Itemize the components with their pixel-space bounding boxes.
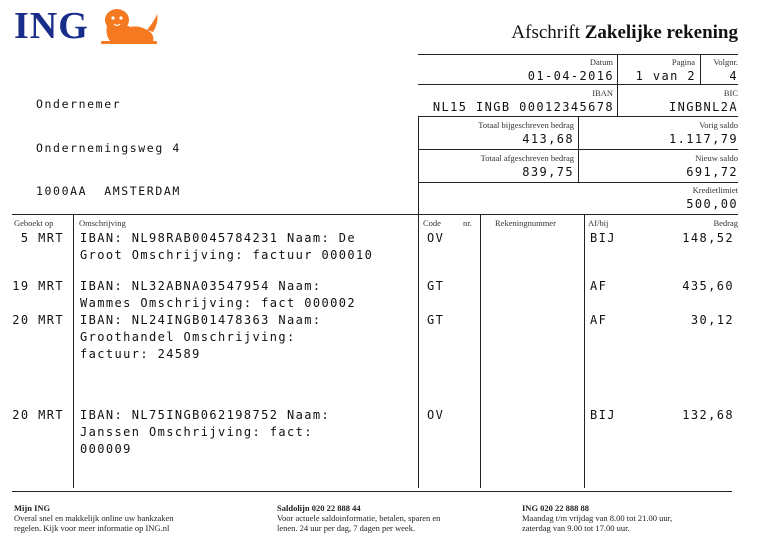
- row-description-line: IBAN: NL32ABNA03547954 Naam:: [80, 279, 322, 293]
- nieuw-saldo-label: Nieuw saldo: [695, 153, 738, 163]
- header-afbij: Af/bij: [588, 218, 609, 228]
- footer-mijn-ing: [14, 503, 174, 533]
- logo-text: ING: [14, 5, 89, 47]
- divider: [418, 54, 738, 55]
- bic-value: INGBNL2A: [669, 100, 738, 114]
- row-afbij: AF: [590, 279, 608, 293]
- row-code: GT: [427, 279, 445, 293]
- divider: [418, 182, 738, 183]
- vorig-saldo-value: 1.117,79: [669, 132, 738, 146]
- footer-title: Mijn ING: [14, 503, 51, 513]
- divider: [418, 116, 419, 214]
- row-description-line: Wammes Omschrijving: fact 000002: [80, 296, 356, 310]
- iban-value: NL15 INGB 00012345678: [432, 100, 614, 114]
- row-amount: 435,60: [682, 279, 734, 293]
- footer-title: ING 020 22 888 88: [522, 503, 590, 513]
- row-date: 19 MRT: [12, 279, 64, 293]
- afgeschreven-label: Totaal afgeschreven bedrag: [480, 153, 574, 163]
- column-divider: [418, 214, 419, 488]
- title-light: Afschrift: [511, 22, 580, 43]
- divider: [418, 149, 738, 150]
- footer-text: Maandag t/m vrijdag van 8.00 tot 21.00 uur,: [522, 513, 673, 523]
- address-block: [36, 68, 181, 213]
- footer-text: lenen. 24 uur per dag, 7 dagen per week.: [277, 523, 416, 533]
- row-description-line: Groot Omschrijving: factuur 000010: [80, 248, 374, 262]
- pagina-value: 1 van 2: [635, 69, 696, 83]
- header-bedrag: Bedrag: [713, 218, 738, 228]
- divider: [700, 54, 701, 84]
- kredietlimiet-label: Kredietlimiet: [692, 185, 738, 195]
- lion-icon: [97, 6, 159, 46]
- column-divider: [73, 214, 74, 488]
- footer-saldolijn: [277, 503, 440, 533]
- address-line: Ondernemingsweg 4: [36, 140, 181, 155]
- footer-text: regelen. Kijk voor meer informatie op ING.nl: [14, 523, 170, 533]
- row-code: OV: [427, 408, 445, 422]
- row-code: GT: [427, 313, 445, 327]
- row-code: OV: [427, 231, 445, 245]
- title-bold: Zakelijke rekening: [584, 22, 738, 43]
- header-geboekt: Geboekt op: [14, 218, 54, 228]
- row-date: 5 MRT: [20, 231, 64, 245]
- document-title: [511, 22, 738, 44]
- afgeschreven-value: 839,75: [522, 165, 574, 179]
- table-bottom-rule: [12, 491, 732, 492]
- footer-text: Overal snel en makkelijk online uw bankzaken: [14, 513, 174, 523]
- row-amount: 148,52: [682, 231, 734, 245]
- table-top-rule: [12, 214, 738, 215]
- kredietlimiet-value: 500,00: [686, 197, 738, 211]
- row-description-line: Groothandel Omschrijving:: [80, 330, 296, 344]
- vorig-saldo-label: Vorig saldo: [699, 120, 738, 130]
- row-date: 20 MRT: [12, 408, 64, 422]
- divider: [418, 84, 738, 85]
- header-rekeningnummer: Rekeningnummer: [495, 218, 556, 228]
- nieuw-saldo-value: 691,72: [686, 165, 738, 179]
- row-description-line: factuur: 24589: [80, 347, 201, 361]
- row-description-line: Janssen Omschrijving: fact:: [80, 425, 313, 439]
- row-afbij: AF: [590, 313, 608, 327]
- header-code: Code: [423, 218, 441, 228]
- iban-label: IBAN: [592, 88, 613, 98]
- column-divider: [584, 214, 585, 488]
- bijgeschreven-label: Totaal bijgeschreven bedrag: [478, 120, 574, 130]
- datum-value: 01-04-2016: [527, 69, 614, 83]
- row-date: 20 MRT: [12, 313, 64, 327]
- footer-title: Saldolijn 020 22 888 44: [277, 503, 361, 513]
- footer-text: zaterdag van 9.00 tot 17.00 uur.: [522, 523, 630, 533]
- ing-logo: [14, 6, 159, 46]
- row-description-line: IBAN: NL75INGB062198752 Naam:: [80, 408, 331, 422]
- pagina-label: Pagina: [671, 57, 695, 67]
- footer-contact: [522, 503, 672, 533]
- divider: [617, 54, 618, 116]
- header-nr: nr.: [463, 218, 472, 228]
- datum-label: Datum: [589, 57, 613, 67]
- volgnr-label: Volgnr.: [713, 57, 738, 67]
- row-afbij: BIJ: [590, 231, 616, 245]
- row-description-line: 000009: [80, 442, 132, 456]
- volgnr-value: 4: [729, 69, 738, 83]
- row-description-line: IBAN: NL98RAB0045784231 Naam: De: [80, 231, 356, 245]
- address-line: Ondernemer: [36, 97, 122, 111]
- address-line: 1000AA AMSTERDAM: [36, 184, 181, 198]
- bic-label: BIC: [723, 88, 738, 98]
- header-omschrijving: Omschrijving: [79, 218, 126, 228]
- column-divider: [480, 214, 481, 488]
- row-description-line: IBAN: NL24INGB01478363 Naam:: [80, 313, 322, 327]
- row-amount: 30,12: [690, 313, 734, 327]
- row-amount: 132,68: [682, 408, 734, 422]
- bijgeschreven-value: 413,68: [522, 132, 574, 146]
- row-afbij: BIJ: [590, 408, 616, 422]
- footer-text: Voor actuele saldoinformatie, betalen, sparen en: [277, 513, 441, 523]
